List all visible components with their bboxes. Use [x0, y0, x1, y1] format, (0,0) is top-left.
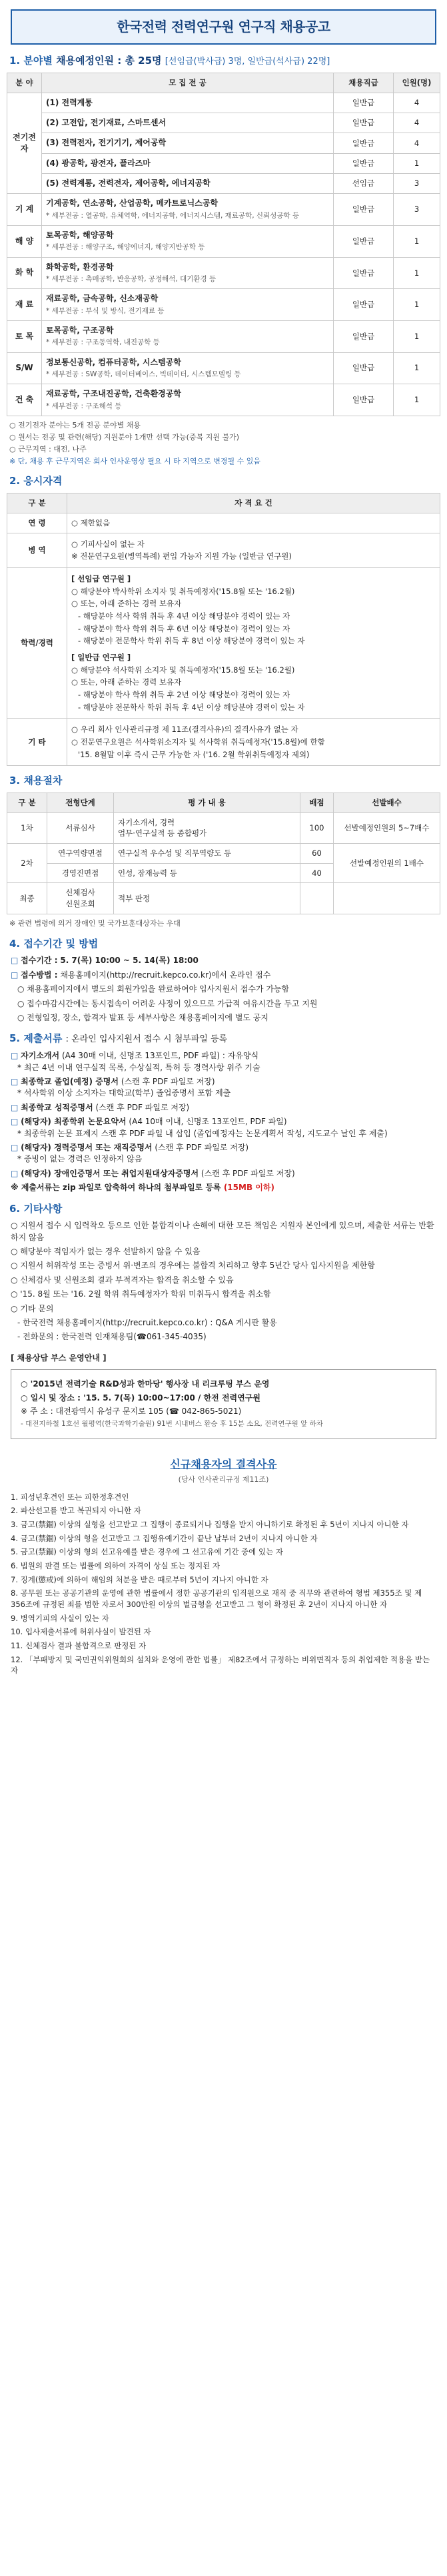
submission-note: [11, 1182, 436, 1193]
qual-line: ※ 전문연구요원(병역특례) 편입 가능자 지원 가능 (일반급 연구원): [71, 551, 292, 561]
bullet-icon: □: [11, 1102, 21, 1112]
bullet-icon: □: [11, 970, 21, 980]
table-row: [7, 719, 440, 766]
count-cell: 1: [394, 226, 440, 258]
section-3-title: 3. 채용절차: [9, 775, 63, 787]
col-div: 구 분: [7, 793, 47, 813]
disqualification-sub: (당사 인사관리규정 제11조): [178, 1474, 269, 1484]
qual-value: ○ 제한없음: [67, 513, 440, 533]
count-cell: 1: [394, 289, 440, 321]
rank-cell: 일반급: [334, 289, 394, 321]
doc-title: 최종학교 성적증명서: [21, 1102, 93, 1112]
major-main: 재료공학, 금속공학, 신소재공학: [46, 294, 159, 304]
section-2-title: 2. 응시자격: [9, 475, 63, 487]
qual-line: '15. 8월말 이후 즉시 근무 가능한 자 ('16. 2월 학위취득예정자 제외): [78, 749, 310, 759]
major-cell: [42, 194, 334, 226]
list-item: 5. 금고(禁錮) 이상의 형의 선고유예를 받은 경우에 그 선고유예 기간 중에 있는 자: [11, 1547, 283, 1557]
count-cell: 1: [394, 153, 440, 173]
doc-sub: * 석사학위 이상 소지자는 대학교(학부) 졸업증명서 포함 제출: [17, 1088, 231, 1098]
field-electric: 전기전자: [7, 93, 42, 194]
list-item: 1. 피성년후견인 또는 피한정후견인: [11, 1492, 129, 1502]
eval-cell: 자기소개서, 경력 업무·연구실적 등 종합평가: [114, 812, 300, 843]
major-main: 토목공학, 구조공학: [46, 325, 114, 335]
list-item: 8. 공무원 또는 공공기관의 운영에 관한 법률에서 정한 공공기관의 임직원으로 재직 중 직무와 관련하여 형법 제355조 및 제356조에 규정된 죄를 범한 자로서 300만원 이상의 벌금형을 선고받고 그 형이 확정된 후 2년이 지나지 아니한 자: [11, 1588, 422, 1610]
table-row: [7, 533, 440, 567]
major-sub: * 세부전공 : 부식 및 방식, 전기재료 등: [46, 306, 165, 315]
field-cell: 기 계: [7, 194, 42, 226]
table-row: [7, 384, 440, 416]
major-cell: (2) 고전압, 전기재료, 스마트센서: [42, 113, 334, 133]
field-cell: S/W: [7, 352, 42, 384]
note-line: ○ 근무지역 : 대전, 나주: [9, 444, 87, 454]
col-field: 분 야: [7, 73, 42, 93]
major-cell: [42, 384, 334, 416]
doc-sub: * 증빙이 없는 경력은 인정하지 않음: [17, 1154, 143, 1164]
doc-item: [11, 1102, 436, 1114]
general-title: [ 일반급 연구원 ]: [71, 652, 131, 662]
doc-desc: (스캔 후 PDF 파일로 저장): [201, 1168, 295, 1178]
qual-value: [67, 719, 440, 766]
section-1-title: [9, 54, 438, 69]
section-6-title: 6. 기타사항: [9, 1202, 63, 1215]
doc-desc: (스캔 후 PDF 파일로 저장): [121, 1077, 215, 1087]
table-row: [7, 257, 440, 289]
col-score: 배점: [300, 793, 334, 813]
div-cell: 최종: [7, 883, 47, 914]
booth-route: - 대전지하철 1호선 월평역(한국과학기술원) 91번 시내버스 환승 후 15분 소요, 전력연구원 앞 하차: [21, 1420, 323, 1429]
list-item: 12. 「부패방지 및 국민권익위원회의 설치와 운영에 관한 법률」 제82조에서 규정하는 비위면직자 등의 취업제한 적용을 받는 자: [11, 1654, 430, 1676]
list-item: 6. 법원의 판결 또는 법률에 의하여 자격이 상실 또는 정지된 자: [11, 1561, 221, 1571]
col-content: 자 격 요 건: [67, 493, 440, 513]
bullet-icon: □: [11, 1143, 21, 1152]
major-cell: [42, 320, 334, 352]
note-line: ※ 단, 채용 후 근무지역은 회사 인사운영상 필요 시 타 지역으로 변경될 수 있음: [9, 456, 260, 466]
doc-item: [11, 1142, 436, 1165]
table-row: [7, 226, 440, 258]
stage-cell: 신체검사 신원조회: [47, 883, 114, 914]
major-sub: * 세부전공 : 해양구조, 해양에너지, 해양지반공학 등: [46, 243, 205, 252]
rank-cell: 일반급: [334, 133, 394, 153]
doc-desc: (스캔 후 PDF 파일로 저장): [155, 1143, 249, 1152]
stage-cell: 경영진면접: [47, 863, 114, 883]
etc-line: ○ 지원서 허위작성 또는 증빙서 위·변조의 경우에는 불합격 처리하고 향후 5년간 당사 입사지원을 제한함: [11, 1261, 375, 1271]
booth-time: ○ 일시 및 장소 : '15. 5. 7(목) 10:00~17:00 / 한전 전력연구원: [21, 1393, 260, 1403]
score-cell: 40: [300, 863, 334, 883]
bullet-icon: □: [11, 1051, 21, 1061]
major-main: 화학공학, 환경공학: [46, 262, 114, 272]
positions-header-row: [7, 73, 440, 93]
list-item: 11. 신체검사 결과 불합격으로 판정된 자: [11, 1641, 147, 1651]
stage-cell: 연구역량면접: [47, 844, 114, 864]
major-cell: (5) 전력계통, 전력전자, 제어공학, 에너지공학: [42, 174, 334, 194]
major-sub: * 세부전공 : 구조동역학, 내진공학 등: [46, 338, 160, 347]
table-row: [7, 153, 440, 173]
score-cell: 100: [300, 812, 334, 843]
disqualification-list: [7, 1492, 440, 1676]
major-main: 정보통신공학, 컴퓨터공학, 시스템공학: [46, 357, 181, 367]
rank-cell: 일반급: [334, 226, 394, 258]
method-label: 접수방법 :: [21, 970, 58, 980]
doc-item: [11, 1076, 436, 1100]
method-note: ○ 채용홈페이지에서 별도의 회원가입을 완료하여야 입사지원서 접수가 가능함: [17, 984, 290, 994]
rank-cell: 일반급: [334, 384, 394, 416]
method-line: [11, 970, 436, 981]
procedure-header-row: [7, 793, 440, 813]
col-count: 인원(명): [394, 73, 440, 93]
count-cell: 3: [394, 194, 440, 226]
list-item: 4. 금고(禁錮) 이상의 형을 선고받고 그 집행유예기간이 끝난 날부터 2년이 지나지 아니한 자: [11, 1533, 318, 1543]
bullet-icon: □: [11, 956, 21, 966]
col-pass: 선발배수: [334, 793, 440, 813]
doc-item: [11, 1168, 436, 1179]
qual-line: - 해당분야 전문학사 학위 취득 후 8년 이상 해당분야 경력이 있는 자: [78, 636, 305, 646]
qual-label: 병 역: [7, 533, 67, 567]
qual-line: ○ 해당분야 석사학위 소지자 및 취득예정자('15.8월 또는 '16.2월): [71, 665, 295, 675]
major-main: 토목공학, 해양공학: [46, 230, 114, 240]
qual-line: ○ 또는, 아래 준하는 경력 보유자: [71, 677, 182, 687]
count-cell: 4: [394, 133, 440, 153]
rank-cell: 일반급: [334, 113, 394, 133]
table-row: [7, 513, 440, 533]
table-row: [7, 883, 440, 914]
etc-line: ○ 지원서 접수 시 입력착오 등으로 인한 불합격이나 손해에 대한 모든 책임은 지원자 본인에게 있으며, 제출한 서류는 반환하지 않음: [11, 1221, 434, 1242]
etc-line: ○ '15. 8월 또는 '16. 2월 학위 취득예정자가 학위 미취득시 합격을 취소함: [11, 1289, 271, 1299]
major-sub: * 세부전공 : 구조해석 등: [46, 402, 122, 410]
title-box: [11, 9, 436, 45]
major-main: 재료공학, 구조내진공학, 건축환경공학: [46, 389, 181, 399]
count-cell: 1: [394, 352, 440, 384]
booth-name: ○ '2015년 전력기술 R&D성과 한마당' 행사장 내 리크루팅 부스 운영: [21, 1379, 270, 1389]
table-row: [7, 194, 440, 226]
table-row: [7, 812, 440, 843]
major-cell: (3) 전력전자, 전기기기, 제어공학: [42, 133, 334, 153]
doc-desc: (스캔 후 PDF 파일로 저장): [95, 1102, 190, 1112]
pass-cell: [334, 883, 440, 914]
positions-table: [7, 73, 440, 416]
section-5-heading: 5. 제출서류: [9, 1032, 63, 1045]
major-sub: * 세부전공 : SW공학, 데이터베이스, 빅데이터, 시스템모델링 등: [46, 370, 241, 378]
list-item: 10. 입사제출서류에 허위사실이 발견된 자: [11, 1627, 151, 1637]
major-cell: [42, 289, 334, 321]
field-cell: 해 양: [7, 226, 42, 258]
score-cell: 60: [300, 844, 334, 864]
table-row: [7, 113, 440, 133]
period-line: [11, 955, 436, 966]
section-1-num: 1. 분야별: [9, 55, 53, 67]
major-main: 기계공학, 연소공학, 산업공학, 메카트로닉스공학: [46, 198, 219, 208]
list-item: 7. 징계(懲戒)에 의하여 해임의 처분을 받은 때로부터 5년이 지나지 아니한 자: [11, 1574, 268, 1584]
doc-title: (해당자) 장애인증명서 또는 취업지원대상자증명서: [21, 1168, 199, 1178]
col-major: 모 집 전 공: [42, 73, 334, 93]
doc-title: 최종학교 졸업(예정) 증명서: [21, 1077, 119, 1087]
bullet-icon: □: [11, 1077, 21, 1087]
eval-cell: 연구실적 우수성 및 직무역량도 등: [114, 844, 300, 864]
qual-line: - 해당분야 석사 학위 취득 후 4년 이상 해당분야 경력이 있는 자: [78, 611, 290, 621]
section-1-notes: [9, 420, 438, 467]
qual-line: - 해당분야 학사 학위 취득 후 2년 이상 해당분야 경력이 있는 자: [78, 689, 290, 699]
etc-line: ○ 신체검사 및 신원조회 결과 부적격자는 합격을 취소할 수 있음: [11, 1275, 234, 1285]
doc-item: [11, 1050, 436, 1074]
count-cell: 1: [394, 320, 440, 352]
major-cell: (4) 광공학, 광전자, 플라즈마: [42, 153, 334, 173]
table-row: [7, 844, 440, 864]
table-row: [7, 320, 440, 352]
div-cell: 1차: [7, 812, 47, 843]
section-1-headcount: 채용예정인원 : 총 25명: [56, 55, 162, 67]
doc-sub: * 최종학위 논문 표제지 스캔 후 PDF 파일 내 삽입 (졸업예정자는 논문계획서 작성, 지도교수 날인 후 제출): [17, 1128, 388, 1138]
qual-label: 학력/경력: [7, 567, 67, 718]
div-cell: 2차: [7, 844, 47, 883]
note-line: ○ 원서는 전공 및 관련(해당) 지원분야 1개만 선택 가능(중복 지원 불가): [9, 432, 240, 442]
major-cell: [42, 257, 334, 289]
qual-value: [67, 533, 440, 567]
disqualification-title: 신규채용자의 결격사유: [170, 1457, 277, 1470]
rank-cell: 일반급: [334, 93, 394, 113]
major-sub: * 세부전공 : 촉매공학, 반응공학, 공정해석, 대기환경 등: [46, 275, 217, 284]
contact-phone: - 전화문의 : 한국전력 인재채용팀(☎061-345-4035): [17, 1332, 207, 1342]
etc-line: ○ 기타 문의: [11, 1303, 54, 1313]
table-row: [7, 133, 440, 153]
booth-info-box: [11, 1369, 436, 1439]
score-cell: [300, 883, 334, 914]
major-cell: [42, 226, 334, 258]
field-cell: 화 학: [7, 257, 42, 289]
qual-line: ○ 기피사실이 없는 자: [71, 539, 145, 549]
field-cell: 재 료: [7, 289, 42, 321]
list-item: 2. 파산선고를 받고 복권되지 아니한 자: [11, 1506, 141, 1516]
method-note: ○ 전형일정, 장소, 합격자 발표 등 세부사항은 채용홈페이지에 별도 공지: [17, 1013, 269, 1023]
list-item: 3. 금고(禁錮) 이상의 실형을 선고받고 그 집행이 종료되거나 집행을 받지 아니하기로 확정된 후 5년이 지나지 아니한 자: [11, 1520, 409, 1530]
doc-desc: (A4 10매 이내, 신명조 13포인트, PDF 파일): [129, 1117, 287, 1127]
period-label: 접수기간 :: [21, 956, 58, 966]
doc-title: (해당자) 최종학위 논문요약서: [21, 1117, 127, 1127]
col-stage: 전형단계: [47, 793, 114, 813]
method-note: ○ 접수마감시간에는 동시접속이 어려운 사정이 있으므로 가급적 여유시간을 두고 지원: [17, 998, 318, 1008]
qual-value: [67, 567, 440, 718]
count-cell: 1: [394, 384, 440, 416]
qual-line: ○ 해당분야 박사학위 소지자 및 취득예정자('15.8월 또는 '16.2월): [71, 586, 295, 596]
major-sub: * 세부전공 : 열공학, 유체역학, 에너지공학, 에너지시스템, 재료공학, 신뢰성공학 등: [46, 211, 300, 220]
qual-line: ○ 전문연구요원은 석사학위소지자 및 석사학위 취득예정자('15.8월)에 한함: [71, 737, 325, 747]
table-row: [7, 93, 440, 113]
doc-title: 자기소개서: [21, 1051, 60, 1061]
field-cell: 건 축: [7, 384, 42, 416]
count-cell: 1: [394, 257, 440, 289]
qual-line: - 해당분야 학사 학위 취득 후 6년 이상 해당분야 경력이 있는 자: [78, 623, 290, 633]
procedure-table: [7, 793, 440, 914]
rank-cell: 일반급: [334, 257, 394, 289]
doc-sub: * 최근 4년 이내 연구실적 목록, 수상실적, 특허 등 경력사항 위주 기술: [17, 1062, 260, 1072]
rank-cell: 일반급: [334, 352, 394, 384]
table-row: [7, 174, 440, 194]
method-text[interactable]: 채용홈페이지(http://recruit.kepco.co.kr)에서 온라인 접수: [60, 970, 271, 980]
pass-cell: 선발예정인원의 1배수: [334, 844, 440, 883]
eval-cell: 인성, 잠재능력 등: [114, 863, 300, 883]
booth-title: [ 채용상담 부스 운영안내 ]: [11, 1353, 107, 1363]
field-cell: 토 목: [7, 320, 42, 352]
rank-cell: 일반급: [334, 194, 394, 226]
col-eval: 평 가 내 용: [114, 793, 300, 813]
section-5-title: [9, 1032, 438, 1046]
page-title: 한국전력 전력연구원 연구직 채용공고: [117, 19, 330, 35]
table-row: [7, 567, 440, 718]
rank-cell: 선임급: [334, 174, 394, 194]
bullet-icon: □: [11, 1168, 21, 1178]
stage-cell: 서류심사: [47, 812, 114, 843]
doc-item: [11, 1116, 436, 1139]
count-cell: 4: [394, 93, 440, 113]
qual-label: 연 령: [7, 513, 67, 533]
qual-line: ○ 또는, 아래 준하는 경력 보유자: [71, 599, 182, 609]
procedure-note: ※ 관련 법령에 의거 장애인 및 국가보훈대상자는 우대: [9, 918, 181, 928]
contact-homepage[interactable]: - 한국전력 채용홈페이지(http://recruit.kepco.co.kr) : Q&A 게시판 활용: [17, 1318, 277, 1328]
list-item: 9. 병역기피의 사실이 있는 자: [11, 1613, 109, 1623]
qual-label: 기 타: [7, 719, 67, 766]
etc-line: ○ 해당분야 적임자가 없는 경우 선발하지 않을 수 있음: [11, 1247, 201, 1257]
major-cell: [42, 352, 334, 384]
count-cell: 4: [394, 113, 440, 133]
section-4-title: 4. 접수기간 및 방법: [9, 937, 99, 950]
bullet-icon: □: [11, 1117, 21, 1127]
senior-title: [ 선임급 연구원 ]: [71, 573, 131, 583]
rank-cell: 일반급: [334, 320, 394, 352]
col-div: 구 분: [7, 493, 67, 513]
rank-cell: 일반급: [334, 153, 394, 173]
col-rank: 채용직급: [334, 73, 394, 93]
pass-cell: 선발예정인원의 5~7배수: [334, 812, 440, 843]
qual-line: ○ 우리 회사 인사관리규정 제 11조(결격사유)의 결격사유가 없는 자: [71, 725, 298, 735]
table-row: [7, 289, 440, 321]
submission-size-limit: (15MB 이하): [223, 1183, 274, 1193]
booth-address: ※ 주 소 : 대전광역시 유성구 문지로 105 (☎ 042-865-5021): [21, 1407, 242, 1416]
qualifications-table: [7, 493, 440, 766]
count-cell: 3: [394, 174, 440, 194]
period-text: 5. 7(목) 10:00 ~ 5. 14(목) 18:00: [60, 956, 199, 966]
qual-line: - 해당분야 전문학사 학위 취득 후 4년 이상 해당분야 경력이 있는 자: [78, 702, 305, 712]
submission-note-text: ※ 제출서류는 zip 파일로 압축하여 하나의 첨부파일로 등록: [11, 1183, 221, 1193]
qual-header-row: [7, 493, 440, 513]
doc-title: (해당자) 경력증명서 또는 재직증명서: [21, 1143, 153, 1152]
major-cell: (1) 전력계통: [42, 93, 334, 113]
note-line: ○ 전기전자 분야는 5개 전공 분야별 채용: [9, 420, 141, 430]
eval-cell: 적부 판정: [114, 883, 300, 914]
section-5-sub: : 온라인 입사지원서 접수 시 첨부파일 등록: [65, 1034, 228, 1045]
doc-desc: (A4 30매 이내, 신명조 13포인트, PDF 파일) : 자유양식: [61, 1051, 259, 1061]
section-1-breakdown: [선임급(박사급) 3명, 일반급(석사급) 22명]: [165, 57, 330, 67]
table-row: [7, 352, 440, 384]
